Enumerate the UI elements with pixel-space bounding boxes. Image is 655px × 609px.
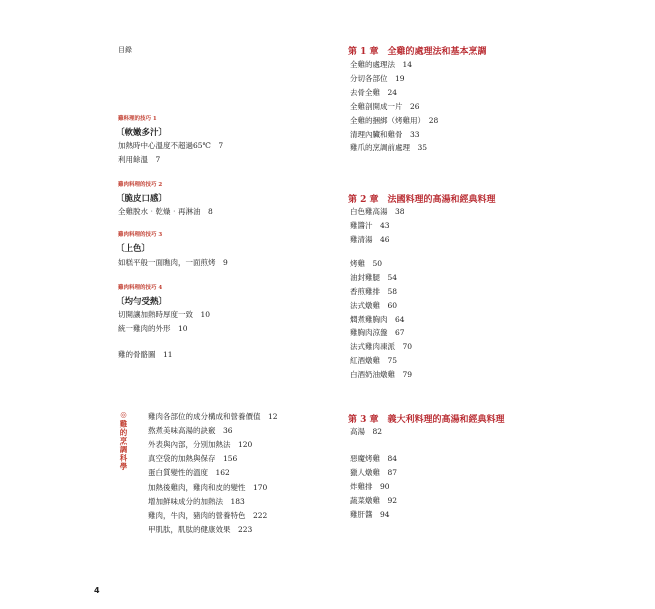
chapter-entry: 雞爪的烹調前處理 35 [350, 143, 428, 152]
tip-item: 加熱時中心溫度不超過65℃ 7 [118, 141, 224, 150]
tip-label: 雞料理的技巧 1 [118, 116, 157, 122]
science-item: 雞肉各部位的成分構成和營養價值 12 [148, 412, 278, 421]
chapter-entry: 雞肝醬 94 [350, 510, 390, 519]
toc-title: 目錄 [118, 46, 132, 54]
chapter-entry: 雞醬汁 43 [350, 221, 390, 230]
chapter-entry: 白色雞高湯 38 [350, 207, 405, 216]
chapter-entry: 分切各部位 19 [350, 74, 405, 83]
chapter-entry: 燜煮雞胸肉 64 [350, 315, 405, 324]
chapter-entry: 油封雞腿 54 [350, 273, 398, 282]
science-item: 甲肌肽，肌肽的健康效果 223 [148, 525, 253, 534]
tip-item: 如糕平般一面瞧肉，一面煎烤 9 [118, 258, 228, 267]
chapter-entry: 高湯 82 [350, 427, 383, 436]
chapter-entry: 炸雞排 90 [350, 482, 390, 491]
chapter-entry: 去骨全雞 24 [350, 88, 398, 97]
page-number: 4 [94, 586, 100, 595]
chapter-entry: 法式雞肉凍派 70 [350, 342, 413, 351]
chapter-entry: 香煎雞排 58 [350, 287, 398, 296]
chapter-entry: 全雞剖開成一片 26 [350, 102, 420, 111]
science-item: 加熱後雞肉，雞肉和皮的變性 170 [148, 483, 268, 492]
tip-item: 利用餘溫 7 [118, 155, 161, 164]
chapter-entry: 烤雞 50 [350, 259, 383, 268]
science-item: 熬煮美味高湯的訣竅 36 [148, 426, 233, 435]
science-item: 雞肉，牛肉，豬肉的營養特色 222 [148, 511, 268, 520]
tip-title: 〔脆皮口感〕 [116, 194, 168, 204]
chapter-entry: 法式燉雞 60 [350, 301, 398, 310]
chapter-title: 第 1 章 全雞的處理法和基本烹調 [348, 47, 487, 57]
chapter-entry: 全雞的捆綁（烤雞用） 28 [350, 116, 439, 125]
chapter-title: 第 3 章 義大利料理的高湯和經典料理 [348, 415, 505, 425]
chapter-entry: 白酒奶油燉雞 79 [350, 370, 413, 379]
chapter-entry: 雞胸肉涼盤 67 [350, 328, 405, 337]
tip-label: 雞肉料理的技巧 3 [118, 232, 163, 238]
tip-label: 雞肉料理的技巧 4 [118, 285, 163, 291]
chapter-entry: 全雞的處理法 14 [350, 60, 413, 69]
chapter-entry: 清理內臟和雞骨 33 [350, 130, 420, 139]
science-item: 外表與內部，分別加熱法 120 [148, 440, 253, 449]
chapter-entry: 紅酒燉雞 75 [350, 356, 398, 365]
chapter-entry: 蔬菜燉雞 92 [350, 496, 398, 505]
chapter-entry: 惡魔烤雞 84 [350, 454, 398, 463]
science-item: 真空袋的加熱與保存 156 [148, 454, 238, 463]
tip-title: 〔軟嫩多汁〕 [116, 128, 168, 138]
tip-title: 〔均勻受熱〕 [116, 297, 168, 307]
chapter-entry: 獵人燉雞 87 [350, 468, 398, 477]
tip-item: 全雞脫水‧乾燥‧再淋油 8 [118, 207, 213, 216]
skeleton-entry: 雞的骨骼圖 11 [118, 350, 173, 359]
science-item: 增加鮮味成分的加熱法 183 [148, 497, 245, 506]
chapter-entry: 雞清湯 46 [350, 235, 390, 244]
science-item: 蛋白質變性的溫度 162 [148, 468, 230, 477]
tip-label: 雞肉料理的技巧 2 [118, 182, 163, 188]
tip-item: 統一雞肉的外形 10 [118, 324, 188, 333]
tip-item: 切開讓加熱時厚度一致 10 [118, 310, 211, 319]
tip-title: 〔上色〕 [116, 244, 151, 254]
science-label: ◎雞的烹調科學 [119, 410, 128, 471]
chapter-title: 第 2 章 法國料理的高湯和經典料理 [348, 195, 496, 205]
